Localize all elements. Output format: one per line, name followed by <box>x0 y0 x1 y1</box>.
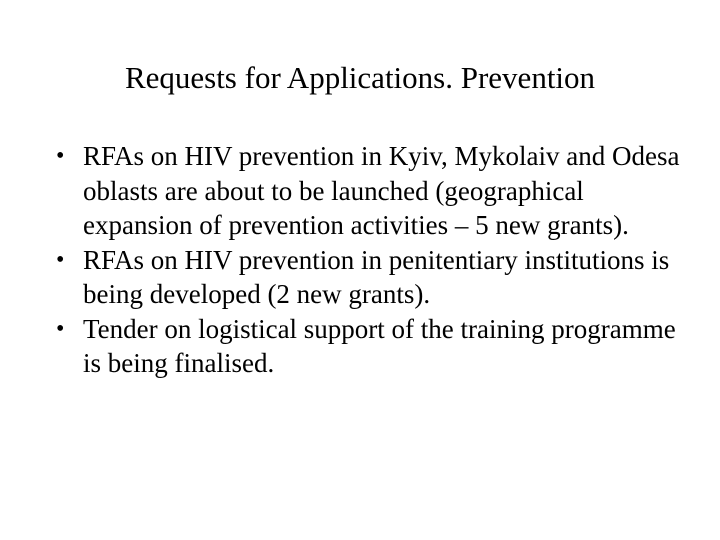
slide-title: Requests for Applications. Prevention <box>124 60 596 95</box>
bullet-item-2 <box>56 243 696 312</box>
bullet-item-1 <box>56 139 696 243</box>
bullet-icon: • <box>56 246 65 273</box>
bullet-text-3: Tender on logistical support of the training programme is being finalised. <box>83 313 676 378</box>
bullet-text-1: RFAs on HIV prevention in Kyiv, Mykolaiv and Odesa oblasts are about to be launched (geographical expansion of prevention activities – 5 new grants). <box>83 141 680 240</box>
bullet-text-2: RFAs on HIV prevention in penitentiary institutions is being developed (2 new grants). <box>83 244 670 309</box>
bullet-icon: • <box>56 143 65 169</box>
bullet-item-3 <box>56 312 696 381</box>
bullet-list <box>56 139 696 381</box>
bullet-icon: • <box>56 315 65 342</box>
